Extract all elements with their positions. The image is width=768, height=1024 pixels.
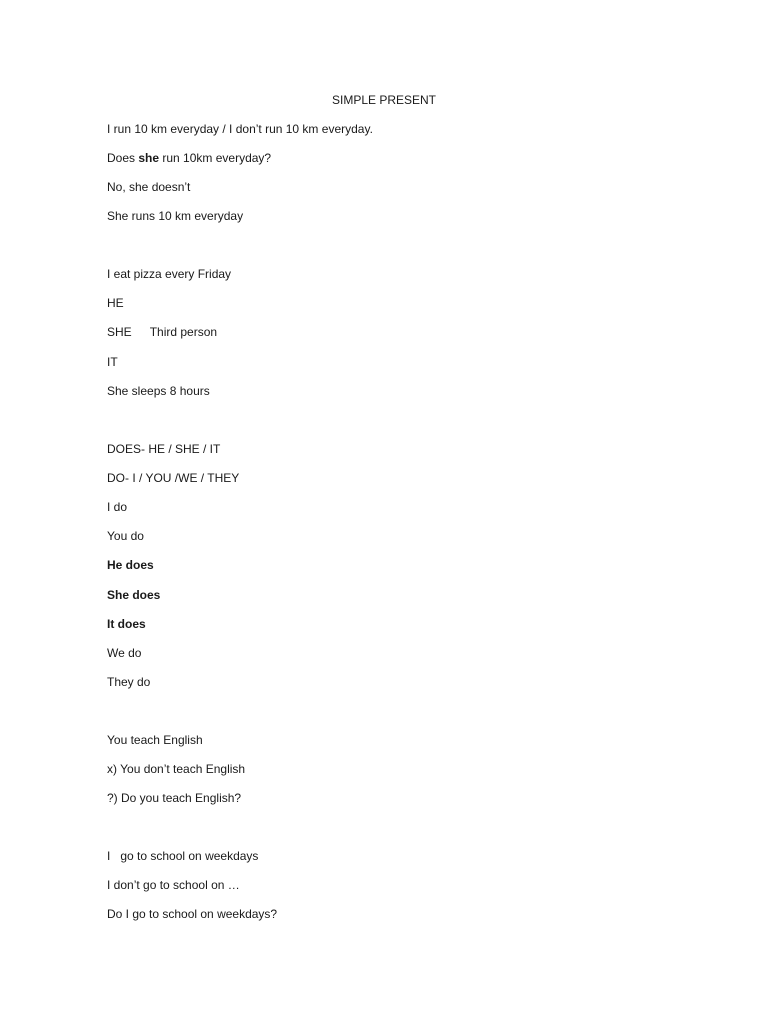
pronoun-label: SHE — [107, 325, 132, 339]
text-line: They do — [107, 675, 151, 689]
text-line: I eat pizza every Friday — [107, 267, 232, 281]
text-line: I go to school on weekdays — [107, 849, 259, 863]
text-line: ?) Do you teach English? — [107, 791, 242, 805]
text-line: I run 10 km everyday / I don’t run 10 km everyday. — [107, 122, 373, 136]
text-line-bold: He does — [107, 558, 154, 572]
text-line: She runs 10 km everyday — [107, 209, 244, 223]
third-person-note: Third person — [149, 325, 218, 339]
text-line: Do I go to school on weekdays? — [107, 907, 278, 921]
text-line: IT — [107, 355, 118, 369]
text-line: You do — [107, 529, 144, 543]
text-line-she — [107, 323, 217, 341]
text-line: I do — [107, 500, 128, 514]
text-line: x) You don’t teach English — [107, 762, 246, 776]
text-line: DOES- HE / SHE / IT — [107, 442, 221, 456]
text-line: HE — [107, 296, 124, 310]
text-fragment: run 10km everyday? — [159, 151, 272, 165]
text-fragment: Does — [107, 151, 139, 165]
text-line: We do — [107, 646, 142, 660]
text-line: I don’t go to school on … — [107, 878, 240, 892]
text-line: No, she doesn’t — [107, 180, 191, 194]
text-line: You teach English — [107, 733, 203, 747]
document-title: SIMPLE PRESENT — [331, 93, 437, 107]
text-line-question — [107, 149, 271, 167]
text-line: DO- I / YOU /WE / THEY — [107, 471, 240, 485]
text-line-bold: She does — [107, 588, 161, 602]
text-line-bold: It does — [107, 617, 146, 631]
bold-word: she — [138, 151, 160, 165]
text-line: She sleeps 8 hours — [107, 384, 210, 398]
